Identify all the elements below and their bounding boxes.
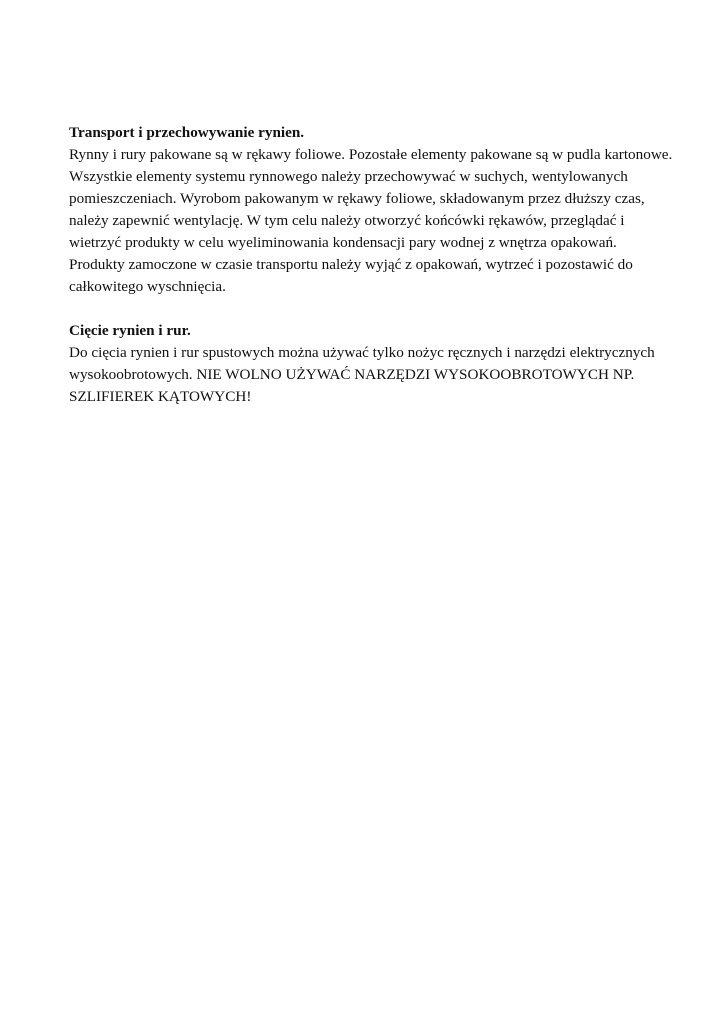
paragraph-line: Wszystkie elementy systemu rynnowego należy przechowywać w suchych, wentylowanych [69,168,628,185]
paragraph-line: pomieszczeniach. Wyrobom pakowanym w rękawy foliowe, składowanym przez dłuższy czas, [69,190,645,207]
paragraph-line: SZLIFIEREK KĄTOWYCH! [69,388,252,405]
section-cutting [69,320,669,408]
paragraph-line: wysokoobrotowych. NIE WOLNO UŻYWAĆ NARZĘDZI WYSOKOOBROTOWYCH NP. [69,366,635,383]
paragraph-line: wietrzyć produkty w celu wyeliminowania kondensacji pary wodnej z wnętrza opakowań. [69,234,617,251]
paragraph-line: całkowitego wyschnięcia. [69,278,226,295]
paragraph-line: Rynny i rury pakowane są w rękawy foliowe. Pozostałe elementy pakowane są w pudla kartonowe. [69,146,673,163]
section-transport [69,122,673,298]
section-heading-cutting: Cięcie rynien i rur. [69,322,191,339]
paragraph-line: Produkty zamoczone w czasie transportu należy wyjąć z opakowań, wytrzeć i pozostawić do [69,256,633,273]
paragraph-line: należy zapewnić wentylację. W tym celu należy otworzyć końcówki rękawów, przeglądać i [69,212,625,229]
section-heading-transport: Transport i przechowywanie rynien. [69,124,305,141]
document-body [69,122,673,430]
paragraph-line: Do cięcia rynien i rur spustowych można używać tylko nożyc ręcznych i narzędzi elektrycznych [69,344,655,361]
